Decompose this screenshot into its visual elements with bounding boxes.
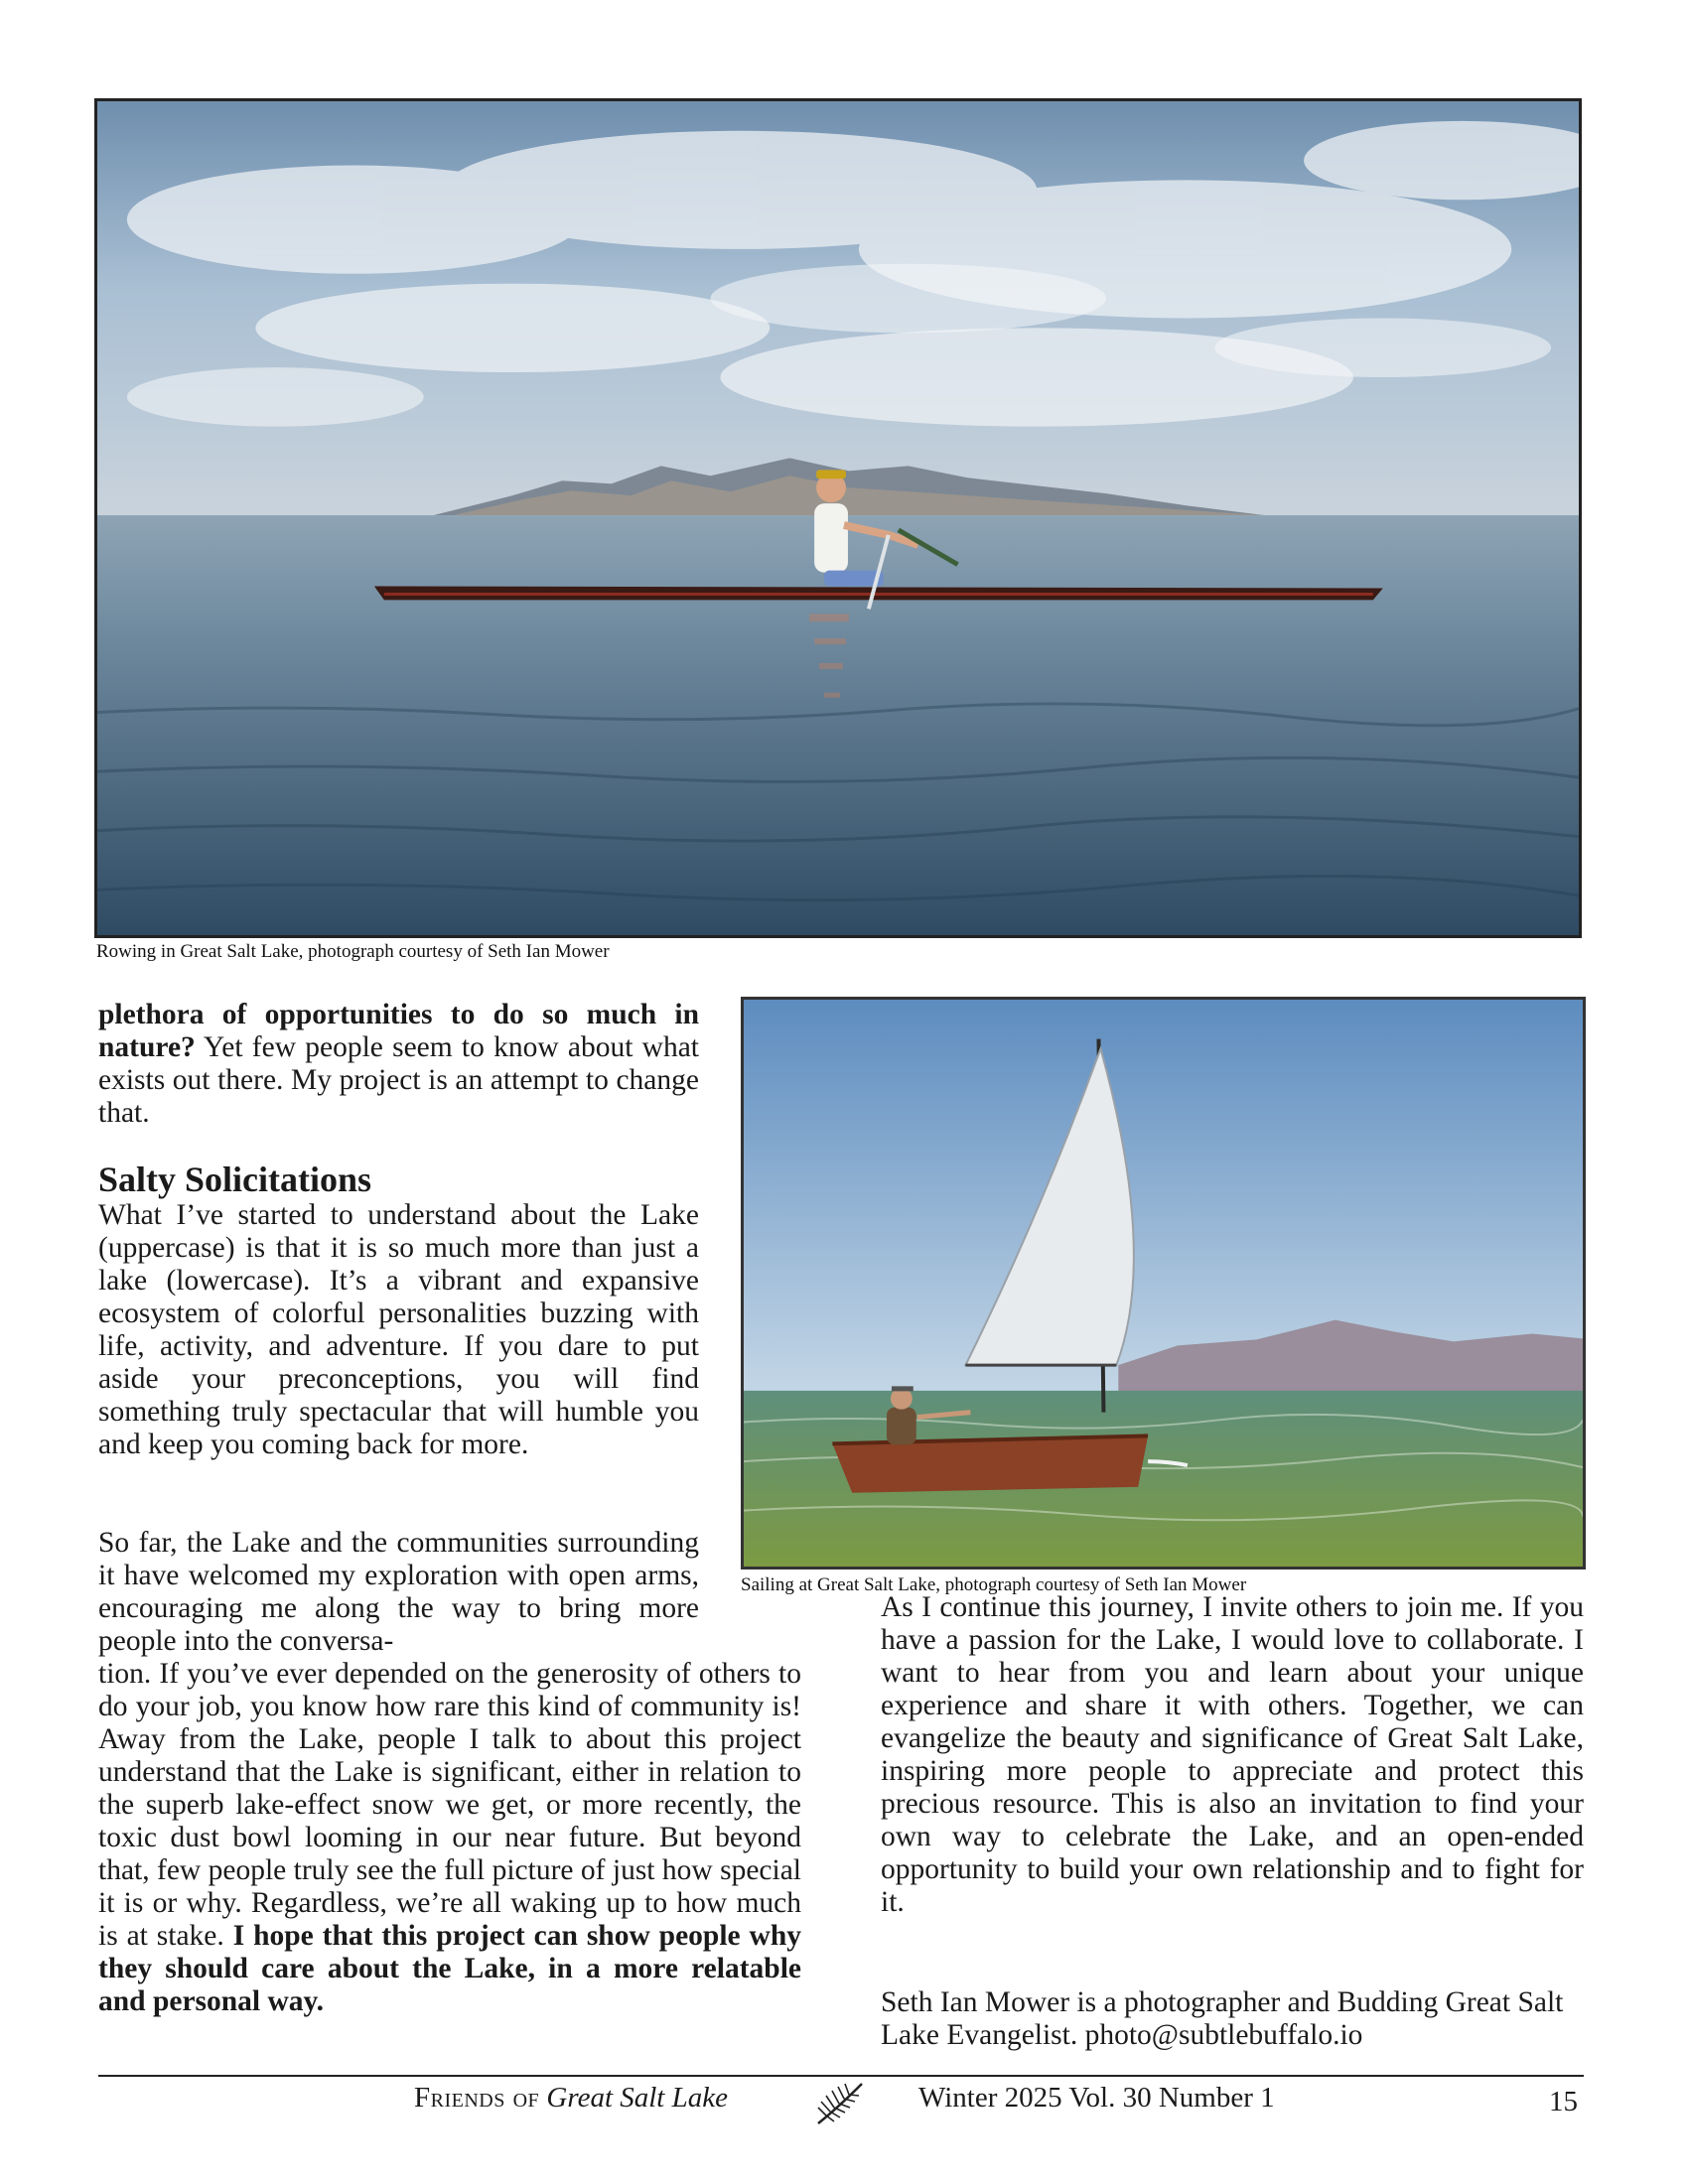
publication-name	[414, 2081, 728, 2115]
publication-name-italic: Great Salt Lake	[546, 2082, 728, 2114]
sailing-photo-caption: Sailing at Great Salt Lake, photograph courtesy of Seth Ian Mower	[741, 1574, 1247, 1595]
rowing-photo-caption: Rowing in Great Salt Lake, photograph courtesy of Seth Ian Mower	[96, 941, 610, 962]
author-bio: Seth Ian Mower is a photographer and Budding Great Salt Lake Evangelist. photo@subtlebuffalo.io	[881, 1986, 1564, 2051]
issue-info: Winter 2025 Vol. 30 Number 1	[918, 2082, 1275, 2114]
section-heading: Salty Solicitations	[98, 1160, 372, 1199]
intro-bold-text: plethora of opportunities to do so much in nature?	[98, 999, 699, 1063]
sailing-photo	[741, 997, 1586, 1570]
sofar-text: tion. If you’ve ever depended on the generosity of others to do your job, you know how rare this kind of community is! Away from the Lake, people I talk to about this project understand that the Lake is significant, either in relation to the superb lake-effect snow we get, or more recently, the toxic dust bowl looming in our near future. But beyond that, few people truly see the full picture of just how special it is or why. Regardless, we’re all waking up to how much is at stake.	[98, 1658, 801, 1952]
sofar-paragraph-continued	[98, 1658, 801, 2018]
rowing-photo	[94, 98, 1582, 938]
salty-paragraph: What I’ve started to understand about the Lake (uppercase) is that it is so much more than just a lake (lowercase). It’s a vibrant and expansive ecosystem of colorful personalities buzzing with life, activity, and adventure. If you dare to put aside your preconceptions, you will find something truly spectacular that will humble you and keep you coming back for more.	[98, 1199, 699, 1460]
footer-rule	[98, 2075, 1584, 2077]
publication-name-smallcaps: Friends of	[414, 2082, 540, 2114]
feather-icon	[812, 2078, 868, 2129]
intro-paragraph	[98, 999, 699, 1130]
sofar-bold-text: I hope that this project can show people why they should care about the Lake, in a more relatable and personal way.	[98, 1920, 801, 2017]
sofar-paragraph-start: So far, the Lake and the communities surrounding it have welcomed my exploration with open arms, encouraging me along the way to bring more people into the conversa-	[98, 1527, 699, 1657]
intro-text: Yet few people seem to know about what exists out there. My project is an attempt to change that.	[98, 1031, 699, 1129]
continue-paragraph: As I continue this journey, I invite others to join me. If you have a passion for the Lake, I would love to collaborate. I want to hear from you and learn about your unique experience and share it with others. Together, we can evangelize the beauty and significance of Great Salt Lake, inspiring more people to appreciate and protect this precious resource. This is also an invitation to find your own way to celebrate the Lake, and an open-ended opportunity to build your own relationship and to fight for it.	[881, 1591, 1584, 1918]
page-number: 15	[1549, 2086, 1578, 2117]
